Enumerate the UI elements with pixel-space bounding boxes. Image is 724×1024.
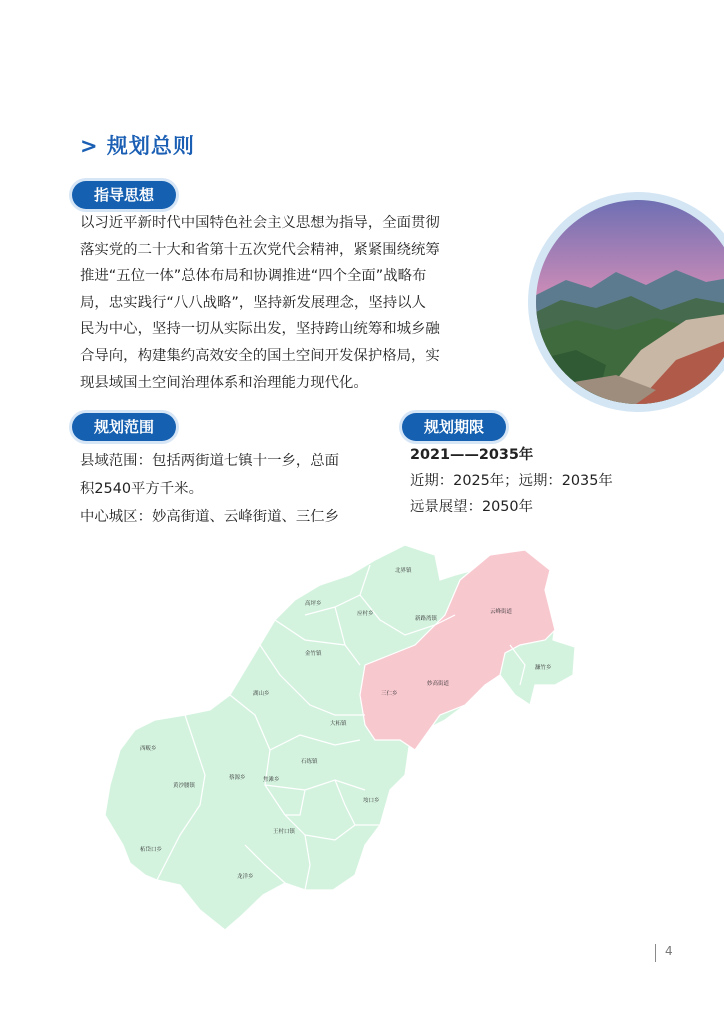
town-label: 垵口乡 [363, 798, 380, 804]
scope-label: 规划范围 [72, 413, 176, 441]
page-number-rule [655, 944, 656, 962]
page-number: 4 [665, 944, 673, 958]
town-label: 龙洋乡 [237, 874, 254, 880]
section-title [80, 130, 195, 160]
guiding-line: 现县域国土空间治理体系和治理能力现代化。 [80, 374, 368, 391]
guiding-line: 以习近平新时代中国特色社会主义思想为指导，全面贯彻 [80, 215, 440, 231]
scope-line: 中心城区：妙高街道、云峰街道、三仁乡 [80, 509, 340, 525]
town-label: 云峰街道 [490, 609, 513, 615]
town-label: 湖山乡 [253, 691, 270, 697]
town-label: 西畈乡 [140, 746, 157, 752]
section-marker: > [80, 134, 99, 158]
county-map [105, 545, 585, 935]
scope-paragraph [80, 447, 339, 531]
town-label: 妙高街道 [427, 681, 450, 687]
town-label: 大柘镇 [330, 721, 347, 727]
town-label: 新路湾镇 [415, 616, 438, 622]
guiding-line: 民为中心，坚持一切从实际出发，坚持跨山统筹和城乡融 [80, 321, 440, 338]
town-label: 北界镇 [395, 568, 412, 574]
town-label: 金竹镇 [305, 651, 322, 657]
town-label: 应村乡 [357, 611, 374, 617]
period-paragraph [410, 442, 613, 520]
period-label: 规划期限 [402, 413, 506, 441]
town-label: 焦滩乡 [263, 777, 280, 783]
town-label: 蔡源乡 [229, 775, 246, 781]
scope-line: 积2540平方千米。 [80, 481, 203, 497]
town-label: 三仁乡 [381, 691, 398, 697]
town-label: 濂竹乡 [535, 665, 552, 671]
scope-line: 县域范围：包括两街道七镇十一乡，总面 [80, 453, 340, 469]
town-label: 黄沙腰镇 [173, 783, 196, 789]
town-label: 王村口镇 [273, 829, 296, 835]
guiding-line: 合导向，构建集约高效安全的国土空间开发保护格局，实 [80, 347, 440, 364]
guiding-paragraph [80, 210, 440, 396]
guiding-line: 局，忠实践行“八八战略”，坚持新发展理念，坚持以人 [80, 294, 426, 311]
guiding-line: 推进“五位一体”总体布局和协调推进“四个全面”战略布 [80, 268, 427, 285]
town-label: 柘岱口乡 [140, 847, 163, 853]
period-range: 2021——2035年 [410, 447, 534, 463]
town-label: 高坪乡 [305, 601, 322, 607]
landscape-photo [536, 200, 724, 404]
period-line: 近期：2025年；远期：2035年 [410, 473, 613, 489]
landscape-photo-frame [528, 192, 724, 412]
guiding-line: 落实党的二十大和省第十五次党代会精神，紧紧围绕统筹 [80, 241, 440, 258]
period-line: 远景展望：2050年 [410, 499, 533, 515]
town-label: 石练镇 [301, 759, 318, 765]
section-title-text: 规划总则 [106, 134, 195, 158]
guiding-label: 指导思想 [72, 181, 176, 209]
